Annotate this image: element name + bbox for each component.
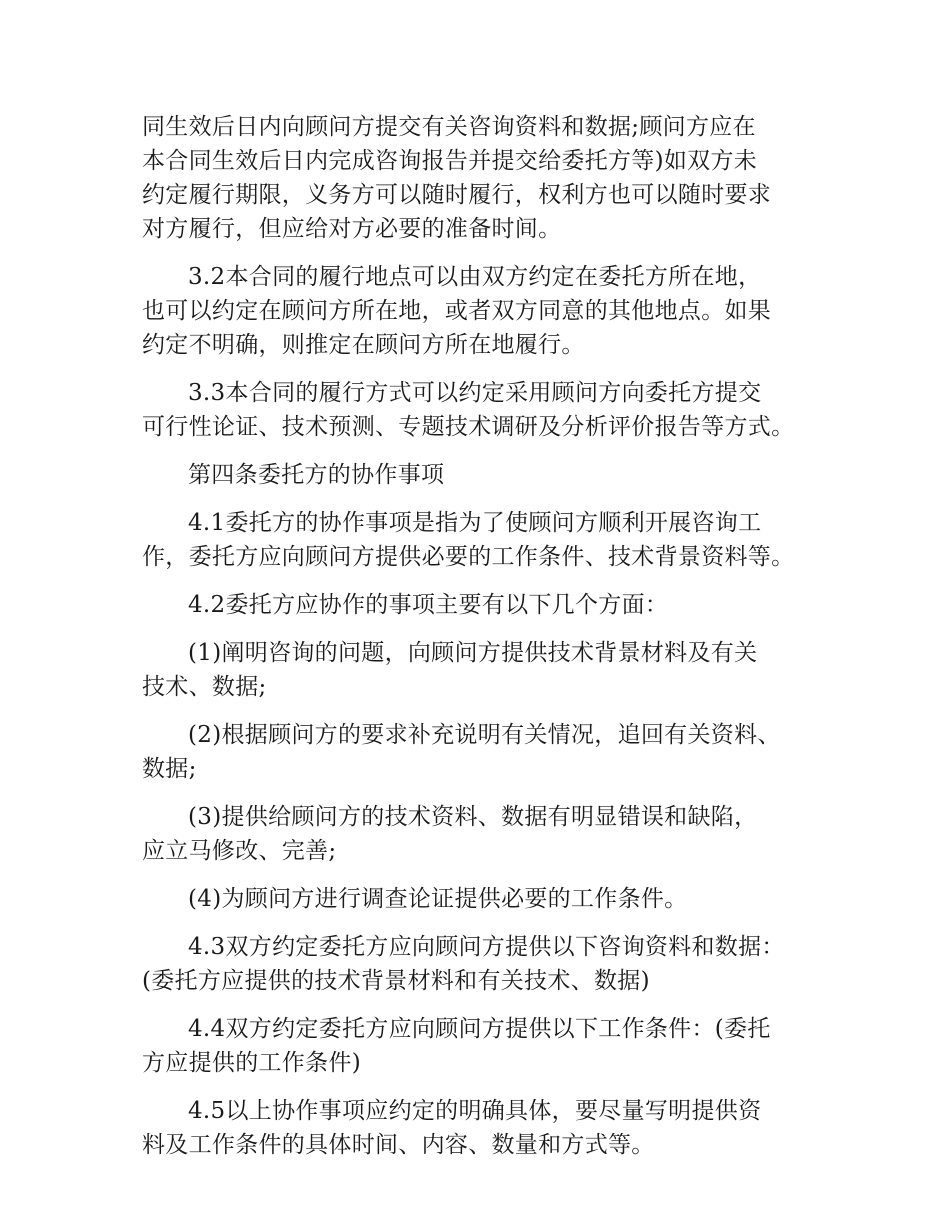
paragraph-clause-4-5: [142, 1094, 832, 1162]
document-page: [142, 110, 832, 1176]
text-line: 4.3双方约定委托方应向顾问方提供以下咨询资料和数据：: [188, 934, 785, 960]
text-line: 也可以约定在顾问方所在地，或者双方同意的其他地点。如果: [142, 298, 772, 324]
paragraph-clause-4-1: [142, 506, 832, 574]
text-line: 同生效后日内向顾问方提交有关咨询资料和数据;顾问方应在: [142, 114, 756, 140]
heading-line: 第四条委托方的协作事项: [188, 462, 445, 488]
text-line: 技术、数据;: [142, 674, 267, 700]
text-line: 数据;: [142, 756, 197, 782]
text-line: 约定履行期限，义务方可以随时履行，权利方也可以随时要求: [142, 182, 772, 208]
paragraph-clause-4-3: [142, 930, 832, 998]
text-line: 3.3本合同的履行方式可以约定采用顾问方向委托方提交: [188, 380, 762, 406]
text-line: 可行性论证、技术预测、专题技术调研及分析评价报告等方式。: [142, 414, 795, 440]
text-line: 4.5以上协作事项应约定的明确具体，要尽量写明提供资: [188, 1098, 762, 1124]
text-line: 对方履行，但应给对方必要的准备时间。: [142, 216, 562, 242]
text-line: (3)提供给顾问方的技术资料、数据有明显错误和缺陷，: [188, 804, 758, 830]
text-line: (1)阐明咨询的问题，向顾问方提供技术背景材料及有关: [188, 640, 758, 666]
text-line: 3.2本合同的履行地点可以由双方约定在委托方所在地，: [188, 264, 762, 290]
text-line: 4.1委托方的协作事项是指为了使顾问方顺利开展咨询工: [188, 510, 762, 536]
section-heading-article-4: [142, 458, 832, 492]
paragraph-contract-term-continuation: [142, 110, 832, 246]
list-item-4: [142, 882, 832, 916]
text-line: 4.4双方约定委托方应向顾问方提供以下工作条件：(委托: [188, 1016, 771, 1042]
list-item-3: [142, 800, 832, 868]
paragraph-clause-4-4: [142, 1012, 832, 1080]
list-item-1: [142, 636, 832, 704]
text-line: 作，委托方应向顾问方提供必要的工作条件、技术背景资料等。: [142, 544, 795, 570]
paragraph-clause-3-2: [142, 260, 832, 362]
text-line: (委托方应提供的技术背景材料和有关技术、数据): [142, 968, 650, 994]
text-line: 约定不明确，则推定在顾问方所在地履行。: [142, 332, 585, 358]
text-line: (2)根据顾问方的要求补充说明有关情况，追回有关资料、: [188, 722, 781, 748]
text-line: (4)为顾问方进行调查论证提供必要的工作条件。: [188, 886, 688, 912]
list-item-2: [142, 718, 832, 786]
text-line: 料及工作条件的具体时间、内容、数量和方式等。: [142, 1132, 655, 1158]
text-line: 方应提供的工作条件): [142, 1050, 361, 1076]
paragraph-clause-4-2: [142, 588, 832, 622]
text-line: 4.2委托方应协作的事项主要有以下几个方面：: [188, 592, 669, 618]
text-line: 本合同生效后日内完成咨询报告并提交给委托方等)如双方未: [142, 148, 758, 174]
paragraph-clause-3-3: [142, 376, 832, 444]
text-line: 应立马修改、完善;: [142, 838, 337, 864]
